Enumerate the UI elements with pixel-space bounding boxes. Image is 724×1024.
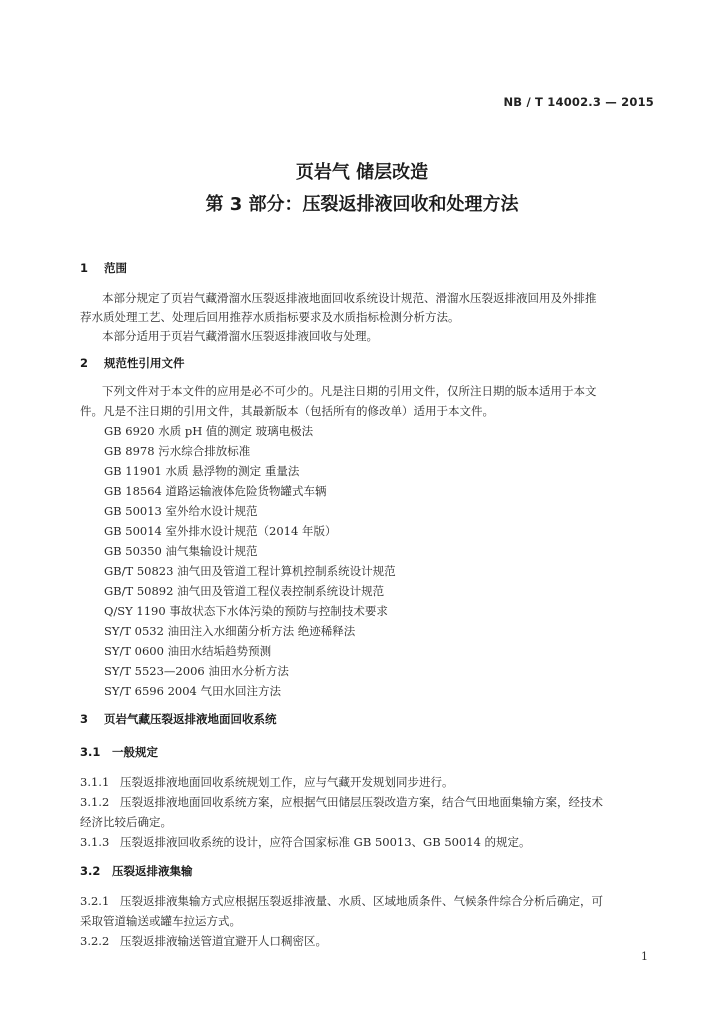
section-number: 3	[80, 712, 89, 726]
reference-item: GB 6920 水质 pH 值的测定 玻璃电极法	[104, 424, 314, 438]
clause-text: 压裂返排液集输方式应根据压裂返排液量、水质、区域地质条件、气候条件综合分析后确定，可	[120, 894, 603, 908]
paragraph-line: 件。凡是不注日期的引用文件，其最新版本（包括所有的修改单）适用于本文件。	[80, 404, 494, 418]
paragraph-line: 采取管道输送或罐车拉运方式。	[80, 914, 241, 928]
paragraph-line: 下列文件对于本文件的应用是必不可少的。凡是注日期的引用文件，仅所注日期的版本适用于本文	[102, 384, 597, 398]
reference-item: SY/T 5523—2006 油田水分析方法	[104, 664, 289, 678]
clause-text: 压裂返排液地面回收系统方案，应根据气田储层压裂改造方案，结合气田地面集输方案，经技术	[120, 795, 603, 809]
section-title: 规范性引用文件	[104, 356, 185, 370]
reference-item: GB/T 50892 油气田及管道工程仪表控制系统设计规范	[104, 584, 385, 598]
paragraph-line: 本部分规定了页岩气藏滑溜水压裂返排液地面回收系统设计规范、滑溜水压裂返排液回用及外排推	[102, 291, 597, 305]
reference-item: GB 8978 污水综合排放标准	[104, 444, 251, 458]
subsection-3-1-heading	[80, 744, 158, 760]
section-2-heading	[80, 355, 185, 371]
reference-item: GB 50350 油气集输设计规范	[104, 544, 258, 558]
clause-number: 3.1.3	[80, 835, 110, 849]
section-number: 3.2	[80, 864, 101, 878]
clause-3-2-1	[80, 893, 603, 909]
clause-number: 3.2.1	[80, 894, 110, 908]
reference-item: GB 50014 室外排水设计规范（2014 年版）	[104, 524, 337, 538]
clause-3-1-1	[80, 774, 454, 790]
reference-item: SY/T 0600 油田水结垢趋势预测	[104, 644, 272, 658]
section-title: 一般规定	[112, 745, 158, 759]
paragraph-line: 本部分适用于页岩气藏滑溜水压裂返排液回收与处理。	[102, 329, 378, 343]
clause-text: 压裂返排液回收系统的设计，应符合国家标准 GB 50013、GB 50014 的规定。	[120, 835, 531, 849]
section-number: 3.1	[80, 745, 101, 759]
reference-item: GB/T 50823 油气田及管道工程计算机控制系统设计规范	[104, 564, 396, 578]
clause-3-1-2	[80, 794, 603, 810]
section-1-heading	[80, 260, 127, 276]
section-title: 页岩气藏压裂返排液地面回收系统	[104, 712, 277, 726]
paragraph-line: 荐水质处理工艺、处理后回用推荐水质指标要求及水质指标检测分析方法。	[80, 310, 460, 324]
section-title: 压裂返排液集输	[112, 864, 193, 878]
clause-text: 压裂返排液输送管道宜避开人口稠密区。	[120, 934, 327, 948]
reference-item: GB 50013 室外给水设计规范	[104, 504, 258, 518]
page-number: 1	[641, 950, 648, 963]
clause-number: 3.1.1	[80, 775, 110, 789]
subsection-3-2-heading	[80, 863, 193, 879]
paragraph-line: 经济比较后确定。	[80, 815, 172, 829]
section-3-heading	[80, 711, 277, 727]
clause-3-1-3	[80, 834, 531, 850]
clause-number: 3.2.2	[80, 934, 110, 948]
clause-text: 压裂返排液地面回收系统规划工作，应与气藏开发规划同步进行。	[120, 775, 454, 789]
section-number: 2	[80, 356, 89, 370]
reference-item: Q/SY 1190 事故状态下水体污染的预防与控制技术要求	[104, 604, 388, 618]
standard-code-header: NB / T 14002.3 — 2015	[503, 95, 654, 109]
reference-item: SY/T 0532 油田注入水细菌分析方法 绝迹稀释法	[104, 624, 356, 638]
reference-item: GB 18564 道路运输液体危险货物罐式车辆	[104, 484, 327, 498]
document-subtitle: 第 3 部分：压裂返排液回收和处理方法	[205, 194, 519, 215]
reference-item: SY/T 6596 2004 气田水回注方法	[104, 684, 282, 698]
clause-3-2-2	[80, 933, 327, 949]
section-number: 1	[80, 261, 89, 275]
reference-item: GB 11901 水质 悬浮物的测定 重量法	[104, 464, 300, 478]
document-title: 页岩气 储层改造	[295, 162, 429, 183]
clause-number: 3.1.2	[80, 795, 110, 809]
section-title: 范围	[104, 261, 127, 275]
